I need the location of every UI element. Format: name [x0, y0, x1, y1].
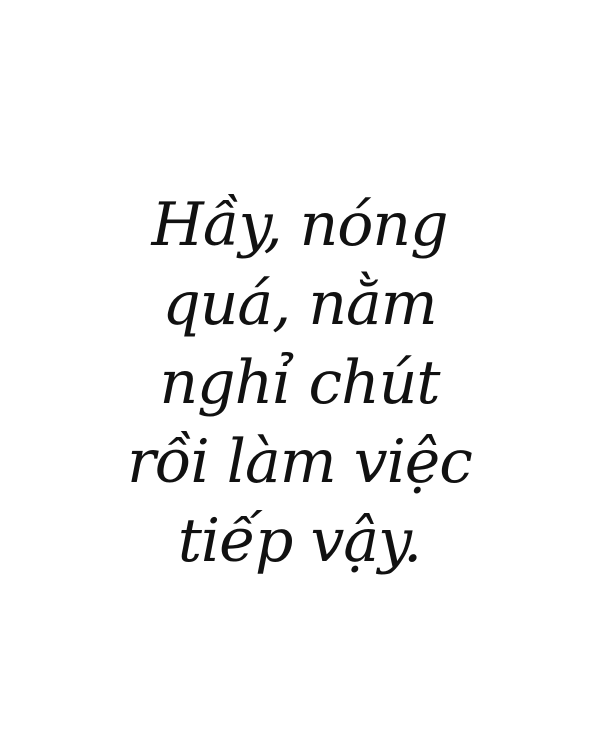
quote-text	[0, 186, 599, 581]
quote-line-2: quá, nằm	[162, 269, 437, 339]
quote-line-4: rồi làm việc	[127, 427, 472, 497]
quote-line-3: nghỉ chút	[159, 348, 440, 418]
quote-line-1: Hầy, nóng	[151, 190, 448, 260]
quote-line-5: tiếp vậy.	[177, 506, 422, 576]
